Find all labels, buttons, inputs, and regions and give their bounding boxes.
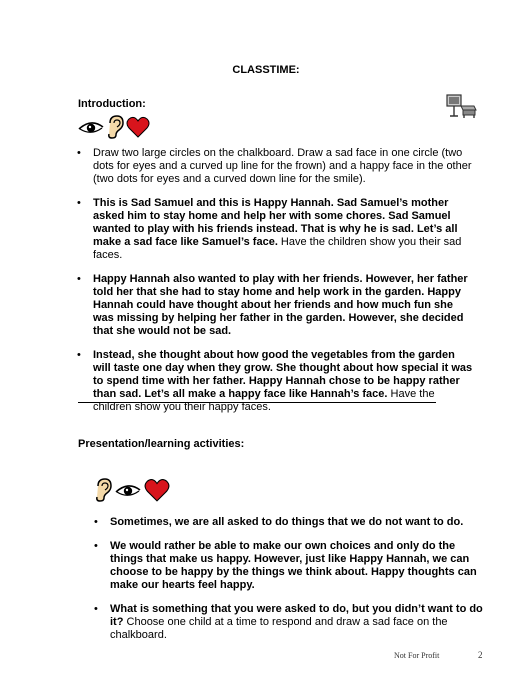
presentation-bullet-list (94, 516, 490, 642)
presentation-heading: Presentation/learning activities: (78, 438, 245, 450)
list-item: • Draw two large circles on the chalkboard. Draw a sad face in one circle (two dots for eyes and a curved up line for the frown) and a happy face in the other (two dots for eyes and a curved down line for the smile). (77, 147, 472, 185)
presentation-icons (94, 478, 170, 502)
chalkboard-desk-icon (444, 93, 478, 124)
eye-icon (78, 117, 104, 137)
heart-icon (126, 116, 150, 138)
intro-icons (78, 115, 150, 139)
list-item: • What is something that you were asked to do, but you didn’t want to do it? Choose one child at a time to respond and draw a sad face on the chalkboard. (94, 603, 483, 641)
list-item: • Sometimes, we are all asked to do things that we do not want to do. (94, 516, 464, 528)
footer-note: Not For Profit (394, 651, 440, 660)
heart-icon (144, 478, 170, 502)
page-title: CLASSTIME: (232, 64, 300, 76)
list-item: • Instead, she thought about how good the vegetables from the garden will taste one day when they grow. She thought about how special it was to spend time with her father. Happy Hannah chose to be happy rather than sad. Let’s all make a happy face like Hannah’s face. Have the children show you their happy faces. (77, 349, 473, 413)
list-item: • We would rather be able to make our own choices and only do the things that make us happy. However, just like Happy Hannah, we can choose to be happy by the things we think about. Happy thoughts can make our hearts feel happy. (94, 540, 477, 591)
introduction-heading: Introduction: (78, 98, 146, 110)
list-item: • Happy Hannah also wanted to play with her friends. However, her father told her that she had to stay home and help work in the garden. Happy Hannah could have thought about her friends and how much fun she was missing by helping her father in the garden. However, she decided that she would not be sad. (77, 273, 468, 337)
ear-icon (94, 478, 112, 502)
intro-bullet-list (77, 147, 473, 414)
page-number: 2 (478, 650, 483, 660)
section-divider (78, 402, 436, 403)
ear-icon (106, 115, 124, 139)
eye-icon (114, 480, 142, 500)
list-item: • This is Sad Samuel and this is Happy Hannah. Sad Samuel’s mother asked him to stay home and help her with some chores. Sad Samuel wanted to play with his friends instead. That is why he is sad. Let’s all make a sad face like Samuel’s face. Have the children show you their sad faces. (77, 197, 462, 261)
